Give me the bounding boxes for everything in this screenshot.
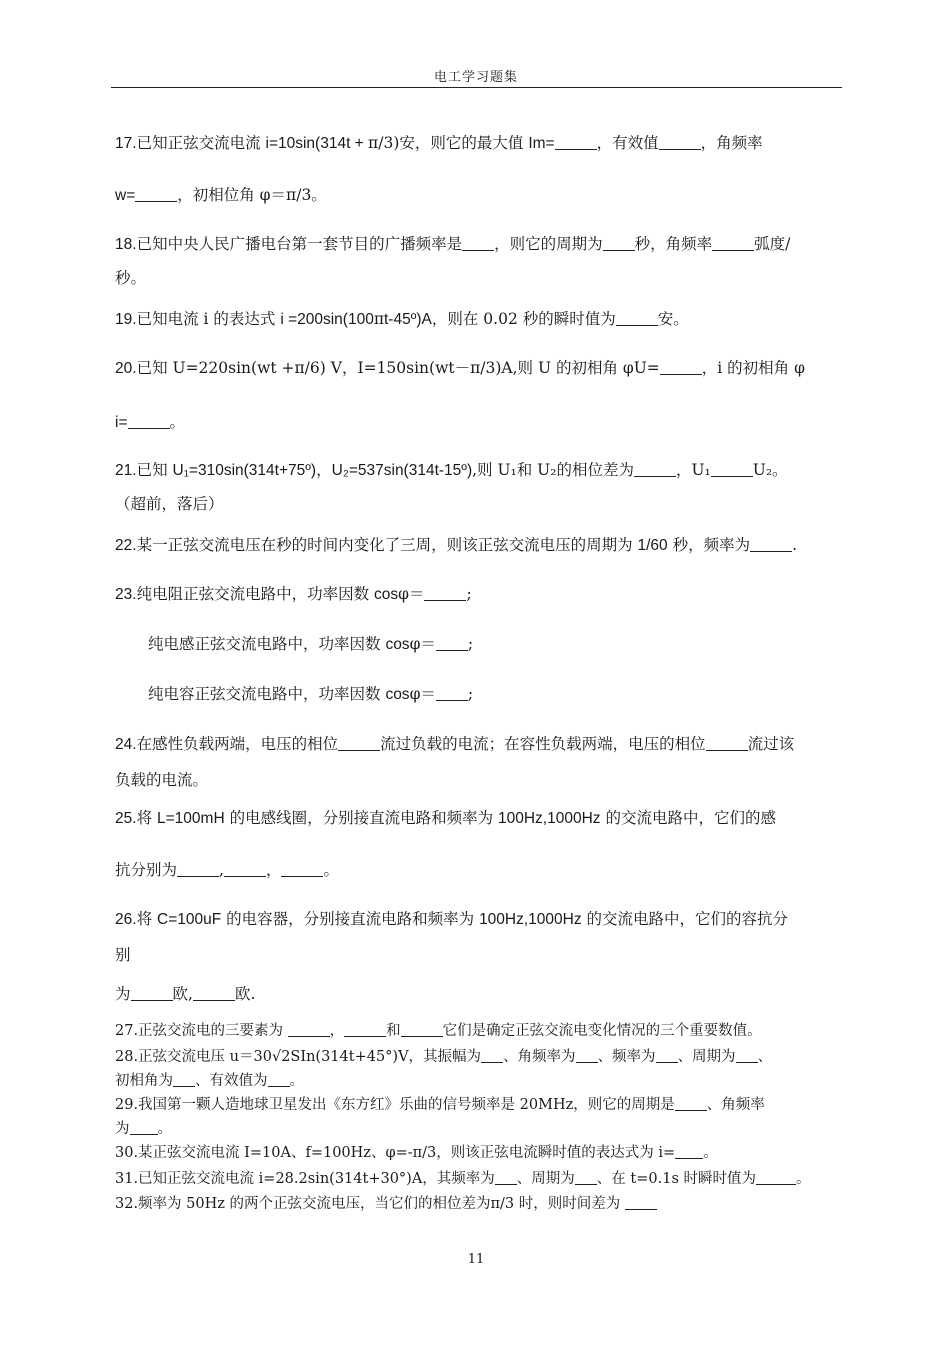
- question-text: 100Hz,1000Hz: [498, 810, 601, 827]
- answer-blank: [625, 1194, 657, 1210]
- question-text: ,则 U 的初相角 φU=: [512, 359, 660, 377]
- question-text: 、周期为: [516, 1171, 575, 1187]
- question-text: U₂。: [752, 461, 788, 479]
- question-text: 的电容器，分别接直流电路和频率为: [221, 910, 480, 928]
- question-text: 100Hz,1000Hz: [479, 911, 582, 928]
- question-line: [115, 232, 790, 254]
- question-text: φ＝: [398, 585, 425, 603]
- answer-blank: [711, 461, 753, 477]
- question-text: 30.某正弦交流电流 I=10A、f=100Hz、φ=-π/3，则该正弦电流瞬时值的表达式为 i=: [115, 1145, 676, 1161]
- question-text: 18.: [115, 236, 137, 253]
- question-text: 25.: [115, 810, 137, 827]
- question-text: U=220sin(wt +π/6) V: [172, 359, 342, 377]
- header-divider: [111, 87, 842, 88]
- question-text: ,: [219, 861, 224, 879]
- answer-blank: [401, 1021, 443, 1037]
- question-text: 在感性负载两端，电压的相位: [136, 735, 339, 753]
- question-text: 初相角为: [115, 1073, 173, 1089]
- question-text: ;: [467, 685, 474, 703]
- question-text: 欧,: [172, 985, 193, 1003]
- question-text: ，i 的初相角 φ: [701, 359, 805, 377]
- question-text: 欧.: [234, 985, 256, 1003]
- answer-blank: [338, 735, 380, 751]
- question-text: 17.: [115, 135, 137, 152]
- question-text: 已知: [136, 359, 173, 377]
- question-text: 某一正弦交流电压在秒的时间内变化了三周，则该正弦交流电压的周期为: [136, 536, 638, 554]
- answer-blank: [736, 1047, 758, 1063]
- question-text: φ＝: [409, 685, 436, 703]
- question-text: ,则 U₁和 U₂的相位差为: [472, 461, 634, 479]
- question-text: 的交流电路中，它们的感: [600, 809, 776, 827]
- question-line: [115, 356, 805, 378]
- question-text: 。: [323, 861, 339, 879]
- question-text: ，有效值: [596, 134, 659, 152]
- question-text: 已知中央人民广播电台第一套节目的广播频率是: [136, 235, 463, 253]
- question-text: ;: [466, 585, 472, 603]
- question-line: [115, 1045, 772, 1066]
- question-line: [115, 732, 794, 754]
- question-text: 已知电流 i 的表达式: [136, 310, 281, 328]
- question-text: i =200sin(100: [280, 311, 374, 328]
- question-text: ，则在 0.02 秒的瞬时值为: [431, 310, 616, 328]
- question-line: [148, 682, 473, 704]
- question-text: U₁=310sin(314t+75º): [172, 462, 317, 479]
- answer-blank: [616, 310, 658, 326]
- answer-blank: [634, 461, 676, 477]
- question-text: 23.: [115, 586, 137, 603]
- question-text: ，: [341, 359, 358, 377]
- answer-blank: [750, 536, 792, 552]
- question-text: 、在 t=0.1s 时瞬时值为: [596, 1171, 756, 1187]
- answer-blank: [344, 1021, 386, 1037]
- question-text: 秒。: [115, 269, 147, 287]
- answer-blank: [436, 635, 468, 651]
- question-text: 纯电容正弦交流电路中，功率因数: [148, 685, 386, 703]
- question-text: 28.正弦交流电压 u＝30√2SIn(314t+45°)V，其振幅为: [115, 1049, 482, 1065]
- answer-blank: [268, 1071, 290, 1087]
- question-text: φ＝: [409, 635, 436, 653]
- question-line: [115, 1093, 765, 1114]
- answer-blank: [675, 1095, 707, 1111]
- question-text: π/3): [368, 134, 400, 152]
- question-text: 。: [703, 1145, 718, 1161]
- question-text: 安，则它的最大值: [399, 134, 529, 152]
- question-line: [115, 943, 131, 965]
- question-text: 的电感线圈，分别接直流电路和频率为: [224, 809, 498, 827]
- question-text: 。: [169, 413, 186, 431]
- question-line: [115, 907, 788, 929]
- question-text: ，: [329, 1023, 345, 1039]
- question-line: [115, 266, 146, 288]
- question-line: [115, 1069, 304, 1090]
- answer-blank: [656, 1047, 678, 1063]
- question-text: 的交流电路中，它们的容抗分: [581, 910, 789, 928]
- question-text: （超前，落后）: [115, 495, 224, 513]
- question-line: [115, 1141, 718, 1162]
- question-text: U₂=537sin(314t-15º): [331, 462, 473, 479]
- answer-blank: [675, 1143, 703, 1159]
- question-text: 19.: [115, 311, 137, 328]
- question-text: 22.: [115, 537, 137, 554]
- question-text: 、角频率: [706, 1097, 765, 1113]
- question-text: 1/60: [637, 537, 668, 554]
- question-text: 27.正弦交流电的三要素为: [115, 1023, 288, 1039]
- question-text: 已知: [136, 461, 173, 479]
- question-text: 纯电感正弦交流电路中，功率因数: [148, 635, 386, 653]
- question-text: 安。: [657, 310, 689, 328]
- question-text: 21.: [115, 462, 137, 479]
- question-text: ，角频率: [700, 134, 763, 152]
- question-text: 将: [136, 910, 157, 928]
- question-text: .: [792, 536, 798, 554]
- answer-blank: [288, 1021, 330, 1037]
- answer-blank: [481, 1047, 503, 1063]
- answer-blank: [173, 1071, 195, 1087]
- answer-blank: [659, 134, 701, 150]
- answer-blank: [756, 1169, 796, 1185]
- question-text: 。: [157, 1121, 172, 1137]
- answer-blank: [555, 134, 597, 150]
- question-text: ，U₁: [675, 461, 711, 479]
- question-text: t-45º)A: [384, 311, 432, 328]
- question-line: [115, 806, 776, 828]
- question-text: ，则它的周期为: [494, 235, 603, 253]
- question-line: [115, 1192, 657, 1213]
- question-text: 流过负载的电流；在容性负载两端，电压的相位: [380, 735, 706, 753]
- question-line: [115, 982, 255, 1004]
- question-line: [115, 183, 327, 205]
- question-text: 它们是确定正弦交流电变化情况的三个重要数值。: [442, 1023, 762, 1039]
- question-line: [115, 768, 208, 790]
- question-text: 。: [796, 1171, 811, 1187]
- answer-blank: [436, 685, 468, 701]
- question-text: C=100uF: [157, 911, 222, 928]
- answer-blank: [495, 1169, 517, 1185]
- answer-blank: [660, 359, 702, 375]
- question-line: [115, 410, 185, 432]
- question-text: 、周期为: [677, 1049, 736, 1065]
- question-text: ;: [467, 635, 474, 653]
- question-text: 24.: [115, 736, 137, 753]
- answer-blank: [576, 1047, 598, 1063]
- answer-blank: [130, 1119, 158, 1135]
- question-text: 为: [115, 1121, 130, 1137]
- answer-blank: [706, 735, 748, 751]
- question-line: [115, 131, 763, 153]
- question-text: i=: [115, 414, 128, 431]
- answer-blank: [281, 861, 323, 877]
- answer-blank: [193, 985, 235, 1001]
- answer-blank: [131, 985, 173, 1001]
- question-text: I=150sin(wt－π/3)A: [357, 359, 513, 377]
- answer-blank: [135, 186, 177, 202]
- question-text: cos: [385, 686, 410, 703]
- answer-blank: [128, 413, 170, 429]
- question-text: 将: [136, 809, 157, 827]
- answer-blank: [424, 585, 466, 601]
- question-text: 流过该: [747, 735, 795, 753]
- answer-blank: [603, 235, 635, 251]
- question-line: [115, 492, 224, 514]
- question-text: 抗分别为: [115, 861, 178, 879]
- question-text: 、角频率为: [503, 1049, 576, 1065]
- question-text: 31.已知正弦交流电流 i=28.2sin(314t+30°)A，其频率为: [115, 1171, 495, 1187]
- question-text: 、: [757, 1049, 773, 1065]
- question-text: 。: [289, 1073, 304, 1089]
- answer-blank: [177, 861, 219, 877]
- question-text: 和: [386, 1023, 401, 1039]
- question-text: 纯电阻正弦交流电路中，功率因数: [136, 585, 374, 603]
- page-header-title: 电工学习题集: [433, 70, 518, 85]
- question-text: 秒，角频率: [634, 235, 713, 253]
- question-line: [148, 632, 473, 654]
- question-text: L=100mH: [157, 810, 225, 827]
- question-text: cos: [385, 636, 410, 653]
- question-text: ，: [316, 461, 332, 479]
- question-line: [115, 582, 472, 604]
- question-line: [115, 1117, 172, 1138]
- question-line: [115, 458, 788, 480]
- question-line: [115, 1167, 811, 1188]
- question-text: 负载的电流。: [115, 771, 209, 789]
- question-text: 20.: [115, 360, 137, 377]
- page-number: 11: [467, 1252, 485, 1267]
- question-text: 秒，频率为: [667, 536, 751, 554]
- question-text: π: [373, 310, 384, 328]
- question-text: Im=: [528, 135, 555, 152]
- answer-blank: [712, 235, 754, 251]
- question-text: 29.我国第一颗人造地球卫星发出《东方红》乐曲的信号频率是 20MHz，则它的周期是: [115, 1097, 675, 1113]
- question-line: [115, 307, 689, 329]
- question-line: [115, 533, 797, 555]
- answer-blank: [575, 1169, 597, 1185]
- answer-blank: [462, 235, 494, 251]
- question-text: w=: [115, 187, 136, 204]
- question-text: 26.: [115, 911, 137, 928]
- question-text: ，初相位角 φ＝π/3。: [177, 186, 327, 204]
- question-text: 弧度/: [754, 235, 791, 253]
- question-text: 为: [115, 985, 131, 1003]
- question-text: 、频率为: [597, 1049, 656, 1065]
- question-text: i=10sin(314t +: [265, 135, 369, 152]
- question-text: 32.频率为 50Hz 的两个正弦交流电压，当它们的相位差为π/3 时，则时间差为: [115, 1196, 625, 1212]
- question-line: [115, 858, 339, 880]
- answer-blank: [224, 861, 266, 877]
- question-text: 别: [115, 946, 131, 964]
- question-text: cos: [374, 586, 399, 603]
- question-text: 已知正弦交流电流: [136, 134, 266, 152]
- question-text: ，: [265, 861, 282, 879]
- question-text: 、有效值为: [195, 1073, 268, 1089]
- question-line: [115, 1019, 762, 1040]
